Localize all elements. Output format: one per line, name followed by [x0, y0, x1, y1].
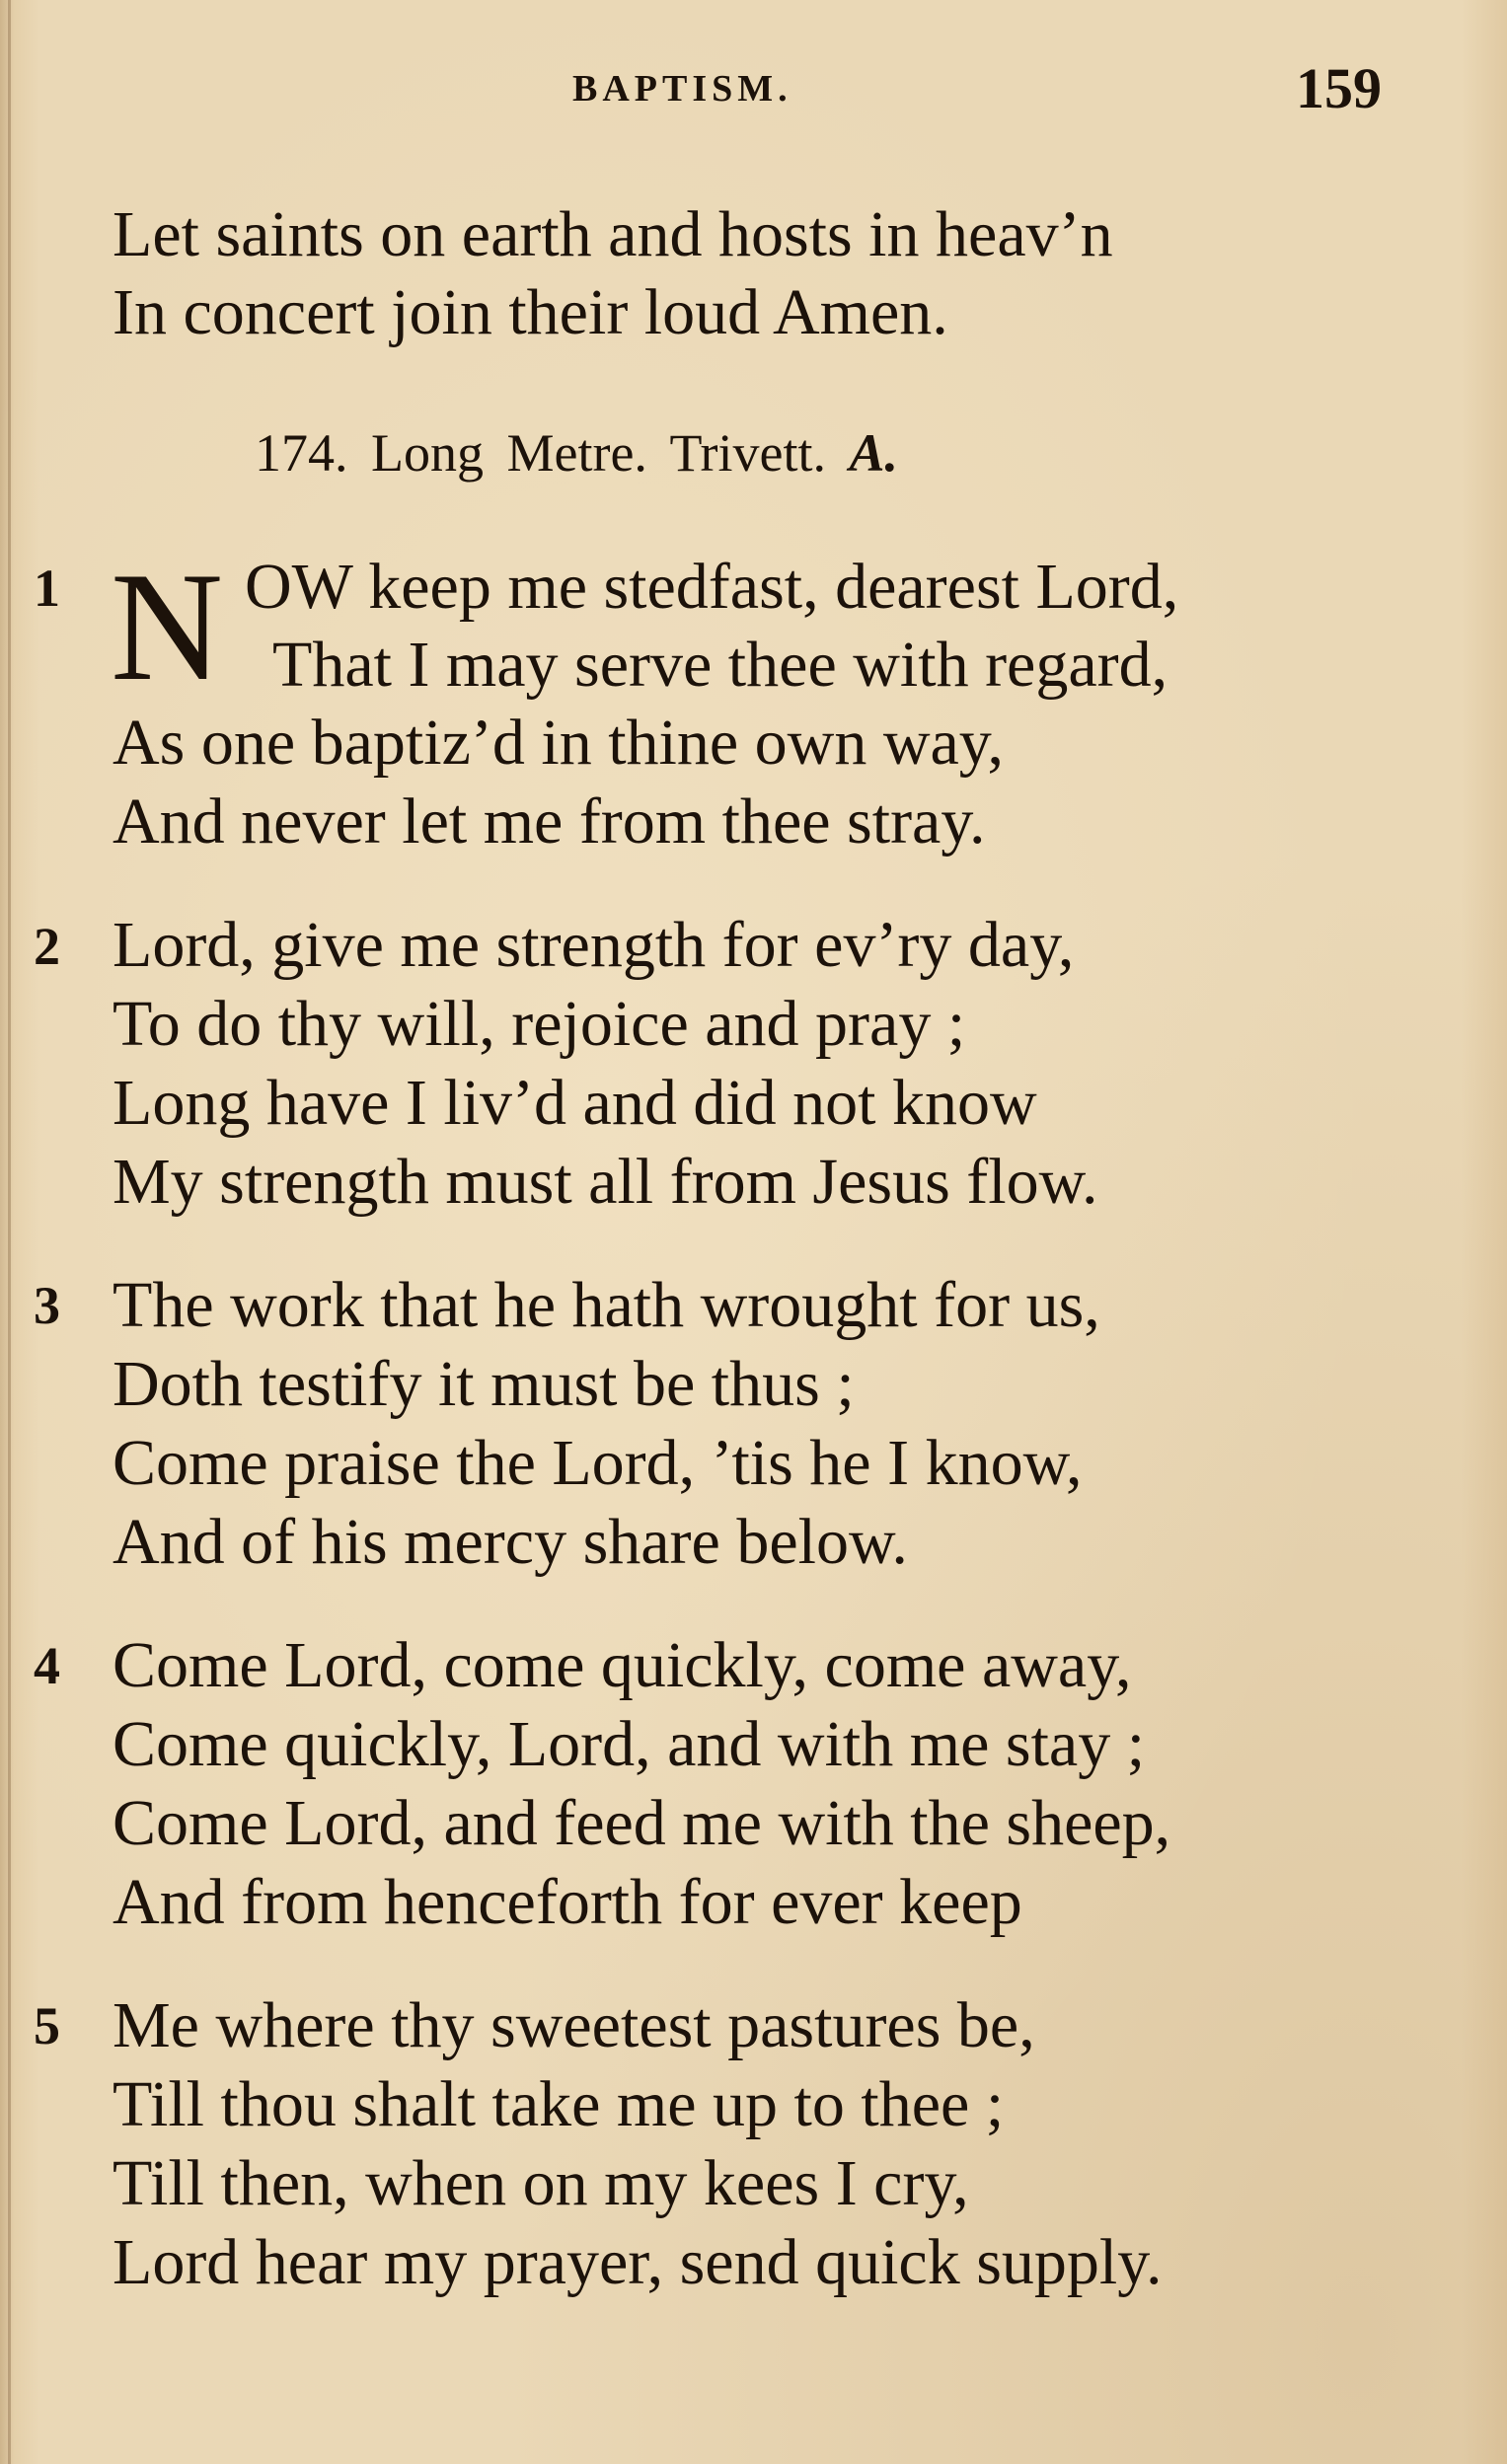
verse-line: Come quickly, Lord, and with me stay ; [113, 1708, 1146, 1780]
verse-number: 2 [34, 917, 60, 976]
page-number: 159 [1296, 56, 1382, 120]
verse-line: Come praise the Lord, ’tis he I know, [113, 1427, 1083, 1499]
verse-number: 3 [34, 1276, 60, 1335]
hymn-heading [255, 422, 898, 484]
verse-line: Long have I liv’d and did not know [113, 1067, 1037, 1139]
verse-number: 4 [34, 1636, 60, 1695]
prev-hymn-line: In concert join their loud Amen. [113, 276, 948, 348]
page-header [0, 56, 1507, 120]
verse-line: Come Lord, and feed me with the sheep, [113, 1787, 1171, 1859]
verse-line: Me where thy sweetest pastures be, [113, 1989, 1035, 2061]
verse-line: And from henceforth for ever keep [113, 1866, 1022, 1938]
binding-edge [8, 0, 11, 2464]
verse-line: My strength must all from Jesus flow. [113, 1146, 1098, 1218]
hymn-metre: Long Metre. [371, 423, 647, 483]
verse-line: Come Lord, come quickly, come away, [113, 1629, 1132, 1701]
verse-line: Lord hear my prayer, send quick supply. [113, 2226, 1163, 2298]
verse-line: Till then, when on my kees I cry, [113, 2147, 969, 2219]
hymn-number: 174. [255, 423, 348, 483]
verse-number: 1 [34, 559, 60, 618]
verse-line: OW keep me stedfast, dearest Lord, [245, 551, 1179, 623]
verse-line: Till thou shalt take me up to thee ; [113, 2068, 1005, 2140]
hymn-mark: A. [849, 423, 899, 483]
verse-line: As one baptiz’d in thine own way, [113, 707, 1005, 779]
prev-hymn-line: Let saints on earth and hosts in heav’n [113, 198, 1113, 270]
verse-line: Lord, give me strength for ev’ry day, [113, 909, 1075, 981]
running-title: BAPTISM. [572, 68, 792, 110]
verse-number: 5 [34, 1996, 60, 2055]
verse-line: The work that he hath wrought for us, [113, 1269, 1100, 1341]
hymn-tune: Trivett. [669, 423, 826, 483]
verse-line: And never let me from thee stray. [113, 785, 986, 858]
drop-cap: N [111, 541, 224, 713]
verse-line: Doth testify it must be thus ; [113, 1348, 855, 1420]
verse-line: That I may serve thee with regard, [272, 629, 1168, 701]
verse-line: To do thy will, rejoice and pray ; [113, 988, 966, 1060]
verse-line: And of his mercy share below. [113, 1506, 908, 1578]
